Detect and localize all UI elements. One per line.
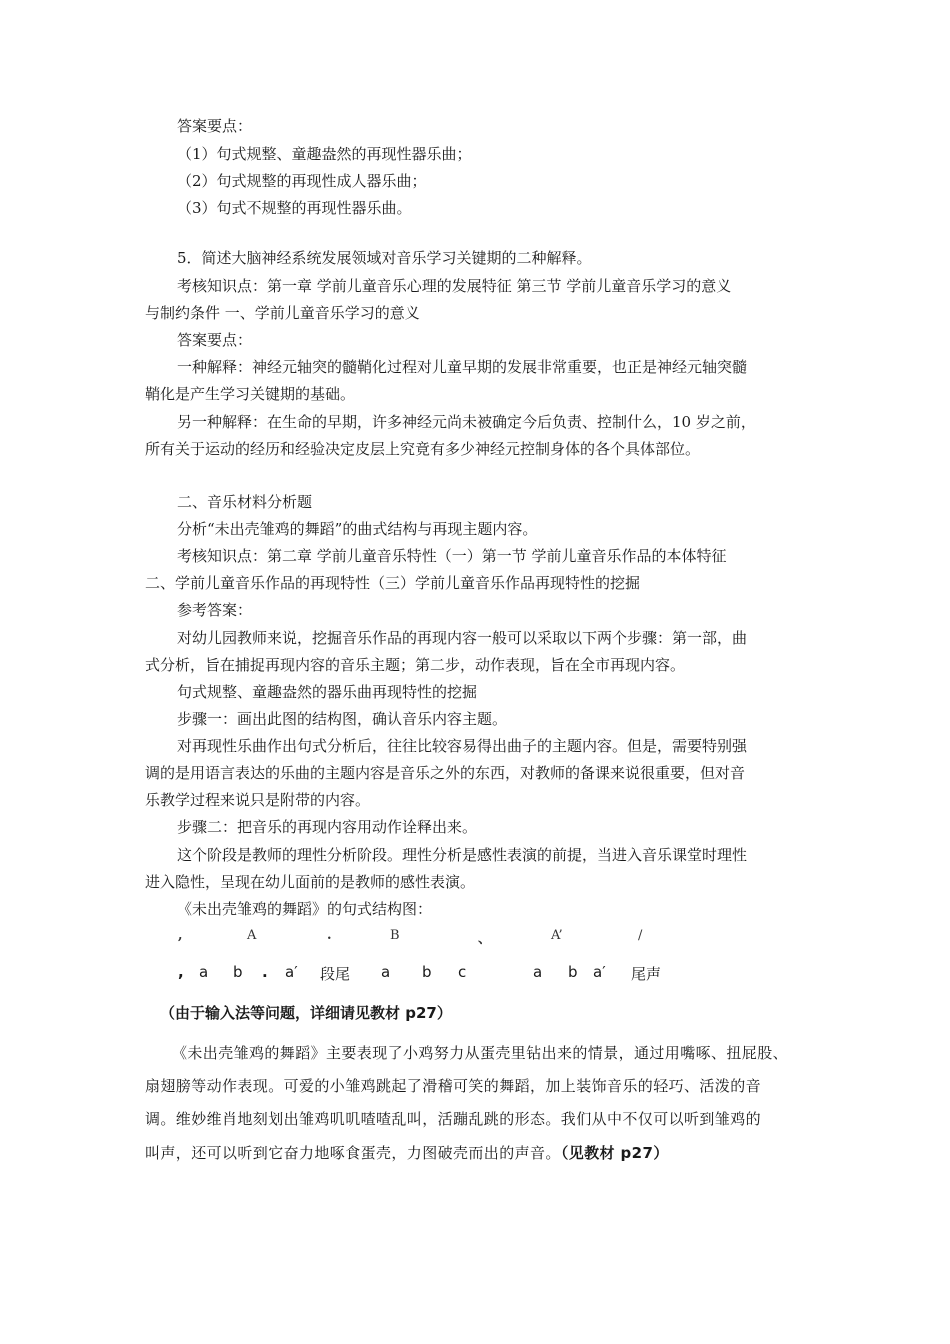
part2-paragraph3-line2: 调的是用语言表达的乐曲的主题内容是音乐之外的东西，对教师的备课来说很重要，但对音 (145, 764, 746, 782)
diagram-coda-label: 段尾 (320, 965, 351, 983)
diagram-phrase: b (568, 963, 578, 981)
part2-step2: 步骤二：把音乐的再现内容用动作诠释出来。 (177, 818, 478, 836)
part2-knowledge-line1: 考核知识点：第二章 学前儿童音乐特性（一）第一节 学前儿童音乐作品的本体特征 (177, 547, 727, 565)
diagram-mark: / (638, 928, 643, 943)
q5-explanation1-line2: 鞘化是产生学习关键期的基础。 (145, 385, 356, 403)
diagram-phrase: a (533, 963, 543, 981)
part2-task: 分析“未出壳雏鸡的舞蹈”的曲式结构与再现主题内容。 (177, 520, 538, 538)
textbook-note: （由于输入法等问题，详细请见教材 p27） (160, 1004, 452, 1022)
diagram-phrase: a (199, 963, 209, 981)
part2-heading: 二、音乐材料分析题 (177, 493, 313, 511)
part2-paragraph2: 句式规整、童趣盎然的器乐曲再现特性的挖掘 (177, 683, 478, 701)
part2-ref-heading: 参考答案： (177, 601, 253, 619)
diagram-section-a: A (247, 928, 257, 943)
question-5: 5．简述大脑神经系统发展领域对音乐学习关键期的二种解释。 (177, 249, 592, 267)
part2-paragraph3-line1: 对再现性乐曲作出句式分析后，往往比较容易得出曲子的主题内容。但是，需要特别强 (177, 737, 748, 755)
diagram-mark: 、 (478, 932, 492, 947)
summary-line2: 扇翅膀等动作表现。可爱的小雏鸡跳起了滑稽可笑的舞蹈，加上装饰音乐的轻巧、活泼的音 (145, 1077, 762, 1095)
q5-answer-heading: 答案要点： (177, 331, 253, 349)
answer-heading-1: 答案要点： (177, 117, 253, 135)
answer-point-1: （1）句式规整、童趣盎然的再现性器乐曲； (177, 145, 472, 163)
part2-knowledge-line2: 二、学前儿童音乐作品的再现特性（三）学前儿童音乐作品再现特性的挖掘 (145, 574, 641, 592)
q5-explanation2-line2: 所有关于运动的经历和经验决定皮层上究竟有多少神经元控制身体的各个具体部位。 (145, 440, 701, 458)
summary-line3: 调。维妙维肖地刻划出雏鸡叽叽喳喳乱叫，活蹦乱跳的形态。我们从中不仅可以听到雏鸡的 (145, 1110, 762, 1128)
diagram-phrase: c (458, 963, 467, 981)
part2-paragraph4-line1: 这个阶段是教师的理性分析阶段。理性分析是感性表演的前提，当进入音乐课堂时理性 (177, 846, 748, 864)
q5-knowledge-line2: 与制约条件 一、学前儿童音乐学习的意义 (145, 304, 420, 322)
diagram-phrase: a (381, 963, 391, 981)
diagram-phrase: b (422, 963, 432, 981)
q5-explanation2-line1: 另一种解释：在生命的早期，许多神经元尚未被确定今后负责、控制什么，10 岁之前， (177, 413, 756, 431)
diagram-section-a-prime: A’ (551, 928, 563, 943)
diagram-caption: 《未出壳雏鸡的舞蹈》的句式结构图： (177, 900, 433, 918)
part2-step1: 步骤一：画出此图的结构图，确认音乐内容主题。 (177, 710, 508, 728)
part2-paragraph4-line2: 进入隐性，呈现在幼儿面前的是教师的感性表演。 (145, 873, 476, 891)
diagram-phrase: a′ (593, 963, 606, 981)
answer-point-2: （2）句式规整的再现性成人器乐曲； (177, 172, 427, 190)
diagram-section-b: B (390, 928, 400, 943)
diagram-mark: . (327, 928, 332, 943)
diagram-mark: , (178, 928, 183, 943)
part2-paragraph3-line3: 乐教学过程来说只是附带的内容。 (145, 791, 371, 809)
structure-diagram-row-2 (0, 963, 950, 985)
structure-diagram-row-1 (0, 928, 950, 950)
diagram-ending-label: 尾声 (631, 965, 662, 983)
summary-line4-text: 叫声，还可以听到它奋力地啄食蛋壳，力图破壳而出的声音。 (145, 1144, 561, 1162)
diagram-phrase: a′ (285, 963, 298, 981)
diagram-phrase: b (233, 963, 243, 981)
answer-point-3: （3）句式不规整的再现性器乐曲。 (177, 199, 412, 217)
diagram-mark: . (262, 963, 268, 981)
part2-paragraph1-line2: 式分析，旨在捕捉再现内容的音乐主题；第二步，动作表现，旨在全市再现内容。 (145, 656, 686, 674)
summary-line1: 《未出壳雏鸡的舞蹈》主要表现了小鸡努力从蛋壳里钻出来的情景，通过用嘴啄、扭屁股、 (172, 1044, 789, 1062)
q5-knowledge-line1: 考核知识点：第一章 学前儿童音乐心理的发展特征 第三节 学前儿童音乐学习的意义 (177, 277, 732, 295)
part2-paragraph1-line1: 对幼儿园教师来说，挖掘音乐作品的再现内容一般可以采取以下两个步骤：第一部，曲 (177, 629, 748, 647)
diagram-mark: , (178, 963, 184, 981)
summary-line4 (145, 1144, 669, 1162)
q5-explanation1-line1: 一种解释：神经元轴突的髓鞘化过程对儿童早期的发展非常重要，也正是神经元轴突髓 (177, 358, 748, 376)
summary-textbook-reference: （见教材 p27） (560, 1144, 669, 1162)
